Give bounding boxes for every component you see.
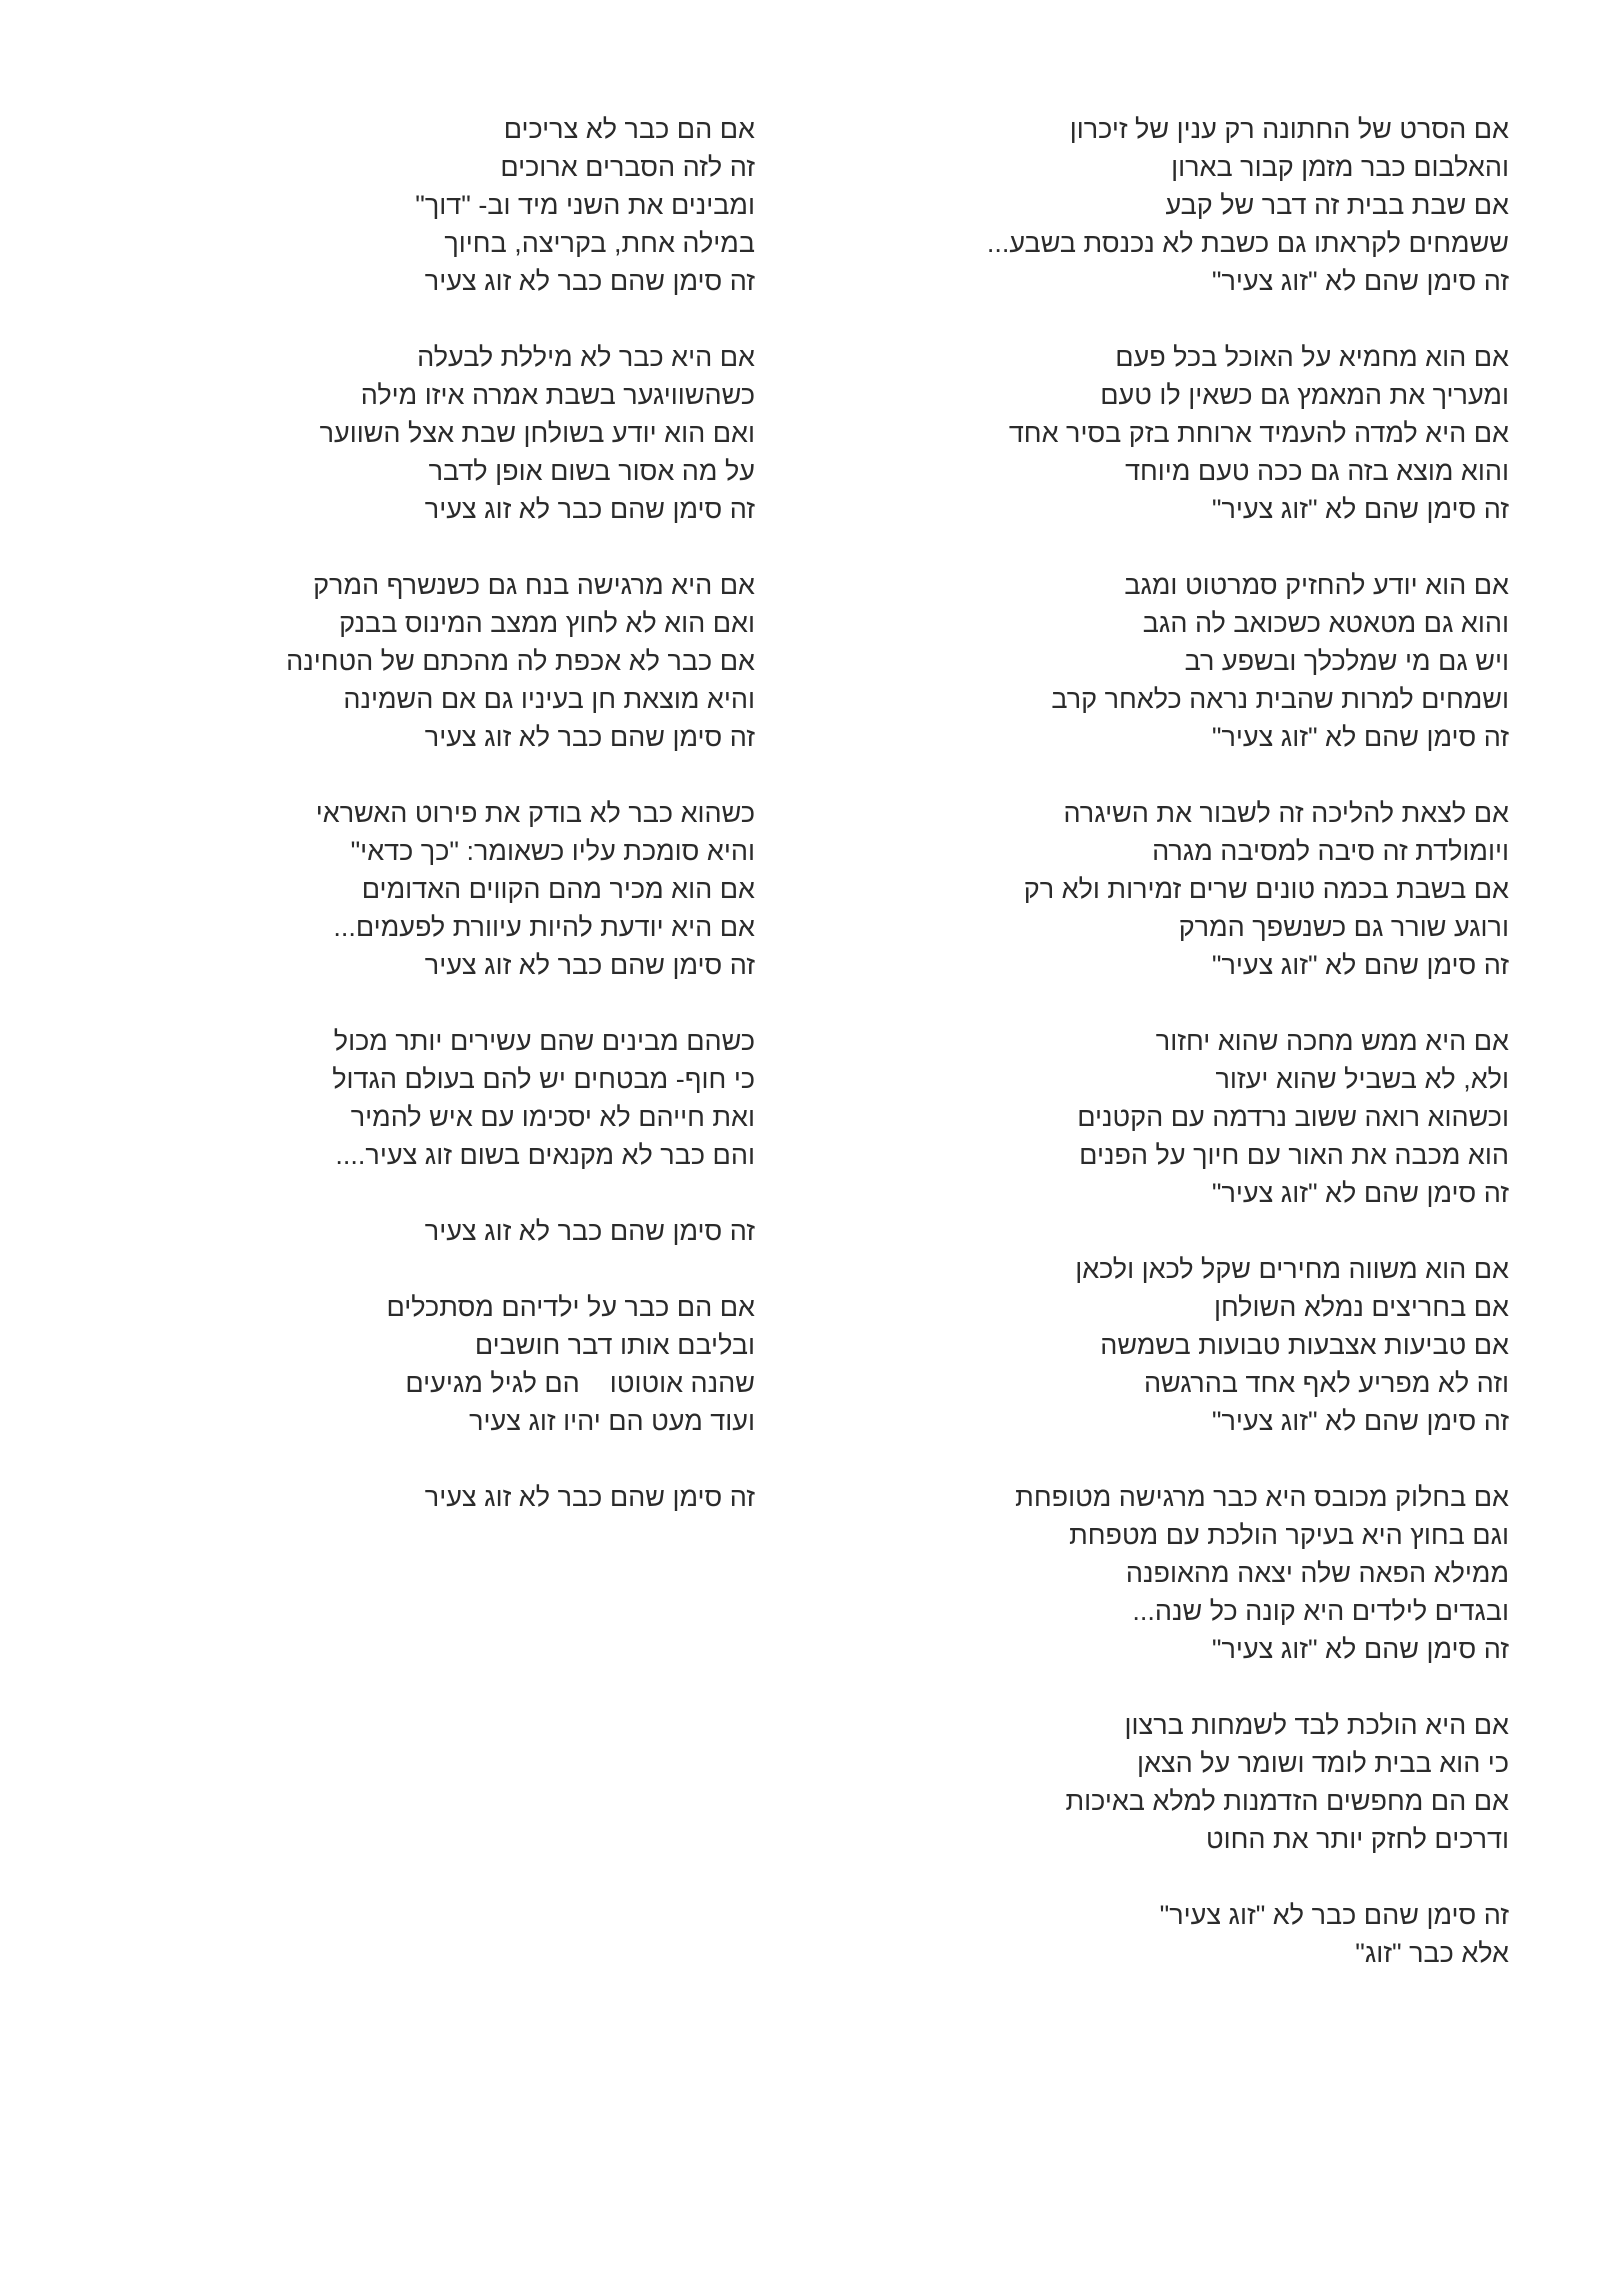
poem-line: ויש גם מי שמלכלך ובשפע רב <box>1184 646 1509 676</box>
stanza <box>949 1478 1509 1668</box>
poem-line: אם הם כבר לא צריכים <box>503 114 755 144</box>
poem-line: זה סימן שהם כבר לא "זוג צעיר" <box>1159 1900 1509 1930</box>
poem-line: אם שבת בבית זה דבר של קבע <box>1165 190 1509 220</box>
poem-line: כשהשוויגער בשבת אמרה איזו מילה <box>360 380 755 410</box>
poem-line: אם הסרט של החתונה רק ענין של זיכרון <box>1069 114 1509 144</box>
poem-line: ועוד מעט הם יהיו זוג צעיר <box>469 1406 755 1436</box>
poem-line: אם הוא משווה מחירים שקל לכאן ולכאן <box>1075 1254 1509 1284</box>
poem-line: אם הוא מכיר מהם הקווים האדומים <box>361 874 755 904</box>
stanza <box>235 1478 755 1516</box>
poem-line: אם היא כבר לא מיללת לבעלה <box>417 342 755 372</box>
poem-line: והם כבר לא מקנאים בשום זוג צעיר.... <box>335 1140 755 1170</box>
poem-line: ובליבם אותו דבר חושבים <box>474 1330 755 1360</box>
poem-line: אם הם מחפשים הזדמנות למלא באיכות <box>1065 1786 1509 1816</box>
poem-line: אם היא מרגישה בנח גם כשנשרף המרק <box>313 570 755 600</box>
poem-line: אם היא ממש מחכה שהוא יחזור <box>1155 1026 1509 1056</box>
poem-line: זה לזה הסברים ארוכים <box>500 152 755 182</box>
poem-line: על מה אסור בשום אופן לדבר <box>428 456 755 486</box>
stanza <box>949 1706 1509 1858</box>
poem-line: אם היא הולכת לבד לשמחות ברצון <box>1124 1710 1509 1740</box>
poem-line: והיא מוצאת חן בעיניו גם אם השמינה <box>343 684 755 714</box>
poem-line: אם לצאת להליכה זה לשבור את השיגרה <box>1063 798 1509 828</box>
poem-line: זה סימן שהם לא "זוג צעיר" <box>1211 1634 1509 1664</box>
stanza <box>949 1022 1509 1212</box>
poem-line: כשהוא כבר לא בודק את פירוט האשראי <box>315 798 755 828</box>
poem-line: זה סימן שהם לא "זוג צעיר" <box>1211 266 1509 296</box>
poem-line: שהנה אוטוטו הם לגיל מגיעים <box>405 1368 755 1398</box>
poem-line: ולא, לא בשביל שהוא יעזור <box>1215 1064 1509 1094</box>
stanza <box>235 1288 755 1440</box>
poem-line: זה סימן שהם כבר לא זוג צעיר <box>424 1482 755 1512</box>
poem-line: ודרכים לחזק יותר את החוט <box>1206 1824 1509 1854</box>
poem-line: אם טביעות אצבעות טבועות בשמשה <box>1100 1330 1509 1360</box>
stanza <box>235 110 755 300</box>
stanza <box>949 566 1509 756</box>
poem-line: ואת חייהם לא יסכימו עם איש להמיר <box>350 1102 755 1132</box>
poem-line: וגם בחוץ היא בעיקר הולכת עם מטפחת <box>1069 1520 1509 1550</box>
stanza <box>235 1022 755 1174</box>
poem-line: ממילא הפאה שלה יצאה מהאופנה <box>1125 1558 1509 1588</box>
poem-line: והיא סומכת עליו כשאומר: "כך כדאי" <box>350 836 755 866</box>
stanza <box>235 338 755 528</box>
poem-line: והאלבום כבר מזמן קבור בארון <box>1171 152 1509 182</box>
stanza <box>949 338 1509 528</box>
stanza <box>235 566 755 756</box>
poem-line: ובגדים לילדים היא קונה כל שנה... <box>1132 1596 1509 1626</box>
poem-line: ומעריך את המאמץ גם כשאין לו טעם <box>1100 380 1509 410</box>
poem-line: וזה לא מפריע לאף אחד בהרגשה <box>1143 1368 1509 1398</box>
stanza <box>949 1250 1509 1440</box>
poem-line: ואם הוא יודע בשולחן שבת אצל השווער <box>319 418 755 448</box>
poem-line: זה סימן שהם כבר לא זוג צעיר <box>424 1216 755 1246</box>
poem-line: ויומולדת זה סיבה למסיבה מגרה <box>1152 836 1509 866</box>
poem-line: זה סימן שהם כבר לא זוג צעיר <box>424 266 755 296</box>
poem-line: זה סימן שהם כבר לא זוג צעיר <box>424 722 755 752</box>
poem-line: ורוגע שורר גם כשנשפך המרק <box>1178 912 1509 942</box>
stanza <box>235 1212 755 1250</box>
poem-line: וכשהוא רואה ששוב נרדמה עם הקטנים <box>1077 1102 1509 1132</box>
poem-line: ומבינים את השני מיד וב- "דוך" <box>415 190 755 220</box>
poem-line: אם בחריצים נמלא השולחן <box>1213 1292 1509 1322</box>
stanza <box>949 1896 1509 1972</box>
poem-line: אם הוא מחמיא על האוכל בכל פעם <box>1115 342 1509 372</box>
stanza <box>949 794 1509 984</box>
poem-line: כשהם מבינים שהם עשירים יותר מכול <box>333 1026 755 1056</box>
poem-line: זה סימן שהם לא "זוג צעיר" <box>1211 1178 1509 1208</box>
poem-line: זה סימן שהם לא "זוג צעיר" <box>1211 950 1509 980</box>
poem-line: אם הוא יודע להחזיק סמרטוט ומגב <box>1124 570 1509 600</box>
poem-line: זה סימן שהם לא "זוג צעיר" <box>1211 722 1509 752</box>
poem-line: והוא גם מטאטא כשכואב לה הגב <box>1142 608 1509 638</box>
poem-line: אם בחלוק מכובס היא כבר מרגישה מטופחת <box>1015 1482 1509 1512</box>
poem-line: זה סימן שהם לא "זוג צעיר" <box>1211 494 1509 524</box>
poem-line: זה סימן שהם לא "זוג צעיר" <box>1211 1406 1509 1436</box>
poem-line: אם כבר לא אכפת לה מהכתם של הטחינה <box>286 646 755 676</box>
poem-line: כי הוא בבית לומד ושומר על הצאן <box>1136 1748 1509 1778</box>
poem-line: ששמחים לקראתו גם כשבת לא נכנסת בשבע... <box>986 228 1509 258</box>
left-column <box>235 110 755 1554</box>
poem-line: אם היא למדה להעמיד ארוחת בזק בסיר אחד <box>1008 418 1509 448</box>
poem-line: זה סימן שהם כבר לא זוג צעיר <box>424 950 755 980</box>
stanza <box>235 794 755 984</box>
poem-line: אם היא יודעת להיות עיוורת לפעמים... <box>333 912 755 942</box>
poem-line: אם הם כבר על ילדיהם מסתכלים <box>386 1292 755 1322</box>
poem-line: אם בשבת בכמה טונים שרים זמירות ולא רק <box>1023 874 1509 904</box>
stanza <box>949 110 1509 300</box>
poem-line: במילה אחת, בקריצה, בחיוך <box>444 228 755 258</box>
poem-line: ואם הוא לא לחוץ ממצב המינוס בבנק <box>339 608 755 638</box>
poem-line: זה סימן שהם כבר לא זוג צעיר <box>424 494 755 524</box>
poem-line: ושמחים למרות שהבית נראה כלאחר קרב <box>1051 684 1509 714</box>
poem-line: כי חוף- מבטחים יש להם בעולם הגדול <box>332 1064 755 1094</box>
poem-line: אלא כבר "זוג" <box>1355 1938 1509 1968</box>
poem-line: והוא מוצא בזה גם ככה טעם מיוחד <box>1125 456 1509 486</box>
right-column <box>949 110 1509 2010</box>
poem-line: הוא מכבה את האור עם חיוך על הפנים <box>1079 1140 1509 1170</box>
